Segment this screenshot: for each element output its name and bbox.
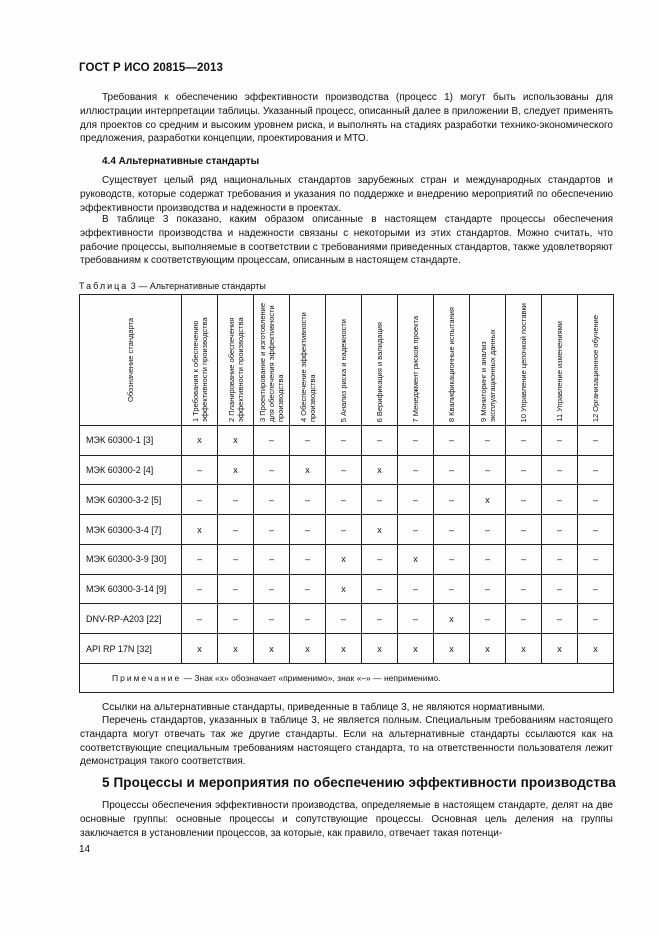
applicability-cell: – (254, 455, 290, 485)
applicability-cell: – (182, 485, 218, 515)
table-caption-title: 3 — Альтернативные стандарты (128, 281, 266, 291)
standard-name-cell: МЭК 60300-1 [3] (80, 426, 182, 456)
applicability-cell: – (182, 604, 218, 634)
table-note-label: Примечание (112, 672, 182, 683)
table-row (80, 455, 614, 485)
applicability-cell: – (182, 455, 218, 485)
applicability-cell: x (218, 634, 254, 664)
applicability-cell: – (254, 544, 290, 574)
applicability-cell: – (218, 604, 254, 634)
standard-name-cell: API RP 17N [32] (80, 634, 182, 664)
column-header-process-1: 1 Требования к обеспечению эффективности производства (182, 295, 218, 426)
applicability-cell: x (326, 574, 362, 604)
applicability-cell: – (290, 574, 326, 604)
applicability-cell: x (290, 634, 326, 664)
applicability-cell: – (362, 485, 398, 515)
applicability-cell: – (398, 574, 434, 604)
applicability-cell: x (326, 544, 362, 574)
applicability-cell: – (578, 574, 614, 604)
applicability-cell: – (398, 604, 434, 634)
table-row (80, 485, 614, 515)
applicability-cell: – (398, 515, 434, 545)
applicability-cell: – (578, 455, 614, 485)
paragraph-intro: Требования к обеспечению эффективности производства (процесс 1) могут быть использованы для иллюстрации интерпретации таблицы. Указанный процесс, описанный далее в приложении В, следует применять для проектов со средним и высоким уровнем риска, и выполнять на стадиях разработки технико-экономического предложения, разработки концепции, проектирования и МТО. (80, 92, 613, 145)
table-row (80, 426, 614, 456)
column-header-process-4: 4 Обеспечение эффективности производства (290, 295, 326, 426)
column-header-process-12: 12 Организационное обучение (578, 295, 614, 426)
applicability-cell: – (470, 515, 506, 545)
applicability-cell: x (326, 634, 362, 664)
table-row (80, 604, 614, 634)
applicability-cell: – (470, 455, 506, 485)
standard-name-cell: МЭК 60300-3-9 [30] (80, 544, 182, 574)
applicability-cell: – (470, 604, 506, 634)
applicability-cell: – (290, 604, 326, 634)
applicability-cell: – (578, 515, 614, 545)
applicability-cell: – (434, 485, 470, 515)
applicability-cell: – (326, 426, 362, 456)
applicability-cell: x (470, 634, 506, 664)
column-header-process-3: 3 Проектирование и изготовление для обеспечения эффективности производства (254, 295, 290, 426)
applicability-cell: x (470, 485, 506, 515)
applicability-cell: – (362, 574, 398, 604)
standard-name-cell: МЭК 60300-2 [4] (80, 455, 182, 485)
applicability-cell: – (506, 574, 542, 604)
applicability-cell: – (218, 515, 254, 545)
column-header-process-6: 6 Верификация и валидация (362, 295, 398, 426)
document-header: ГОСТ Р ИСО 20815—2013 (79, 62, 224, 74)
table-row (80, 544, 614, 574)
applicability-cell: – (290, 544, 326, 574)
applicability-cell: – (506, 485, 542, 515)
applicability-cell: – (506, 426, 542, 456)
column-header-process-7: 7 Менеджмент рисков проекта (398, 295, 434, 426)
applicability-cell: x (182, 515, 218, 545)
paragraph-table-explanation: В таблице 3 показано, каким образом описанные в настоящем стандарте процессы обеспечения эффективности производства и надежности связаны с некоторыми из этих стандартов. Можно считать, что рабочие процессы, выполняемые в соответствии с требованиями приведенных стандартов, также удовлетворяют требованиям к соответствующим процессам, описанным в настоящем стандарте. (80, 214, 613, 267)
standard-name-cell: МЭК 60300-3-2 [5] (80, 485, 182, 515)
applicability-cell: – (254, 426, 290, 456)
applicability-cell: – (182, 574, 218, 604)
applicability-cell: – (254, 574, 290, 604)
applicability-cell: – (542, 485, 578, 515)
applicability-cell: – (506, 604, 542, 634)
standards-table (79, 294, 614, 693)
table-note (80, 663, 614, 692)
column-header-process-10: 10 Управление цепочкой поставки (506, 295, 542, 426)
applicability-cell: x (254, 634, 290, 664)
applicability-cell: x (578, 634, 614, 664)
applicability-cell: – (434, 515, 470, 545)
table-row (80, 515, 614, 545)
standard-name-cell: МЭК 60300-3-4 [7] (80, 515, 182, 545)
applicability-cell: – (542, 604, 578, 634)
table-row (80, 634, 614, 664)
applicability-cell: x (398, 634, 434, 664)
applicability-cell: x (182, 634, 218, 664)
standard-name-cell: DNV-RP-A203 [22] (80, 604, 182, 634)
applicability-cell: x (218, 455, 254, 485)
applicability-cell: – (254, 485, 290, 515)
applicability-cell: – (254, 515, 290, 545)
applicability-cell: – (398, 455, 434, 485)
section-heading-4-4: 4.4 Альтернативные стандарты (102, 156, 260, 167)
paragraph-normative-note: Ссылки на альтернативные стандарты, приведенные в таблице 3, не являются нормативными. (102, 702, 546, 713)
column-header-process-5: 5 Анализ риска и надежности (326, 295, 362, 426)
applicability-cell: x (434, 604, 470, 634)
paragraph-process-groups: Процессы обеспечения эффективности производства, определяемые в настоящем стандарте, делят на две основные группы: основные процессы и сопутствующие процессы. Основная цель деления на группы заключается в установлении процессов, за которые, как правило, отвечает такая потенци- (80, 800, 613, 839)
page-number: 14 (79, 844, 91, 855)
applicability-cell: – (326, 455, 362, 485)
paragraph-alt-standards: Существует целый ряд национальных стандартов зарубежных стран и международных стандартов и руководств, которые содержат требования и указания по поддержке и внедрению мероприятий по обеспечению эффективности производства и надежности в проектах. (80, 175, 613, 214)
applicability-cell: – (326, 485, 362, 515)
applicability-cell: – (542, 426, 578, 456)
applicability-cell: – (362, 426, 398, 456)
standard-name-cell: МЭК 60300-3-14 [9] (80, 574, 182, 604)
column-header-standard: Обозначение стандарта (80, 295, 182, 426)
table-note-text: — Знак «x» обозначает «применимо», знак «–» — неприменимо. (181, 672, 441, 683)
applicability-cell: – (470, 426, 506, 456)
applicability-cell: x (362, 515, 398, 545)
applicability-cell: – (542, 574, 578, 604)
applicability-cell: x (542, 634, 578, 664)
applicability-cell: – (506, 455, 542, 485)
applicability-cell: x (182, 426, 218, 456)
applicability-cell: x (506, 634, 542, 664)
applicability-cell: – (326, 604, 362, 634)
applicability-cell: – (362, 604, 398, 634)
applicability-cell: – (578, 604, 614, 634)
table-caption (79, 281, 266, 291)
applicability-cell: – (398, 426, 434, 456)
column-header-process-11: 11 Управление изменениями (542, 295, 578, 426)
applicability-cell: – (182, 544, 218, 574)
applicability-cell: x (434, 634, 470, 664)
table-row (80, 574, 614, 604)
applicability-cell: – (434, 544, 470, 574)
applicability-cell: – (398, 485, 434, 515)
applicability-cell: – (506, 544, 542, 574)
applicability-cell: – (578, 485, 614, 515)
applicability-cell: – (290, 515, 326, 545)
applicability-cell: – (218, 485, 254, 515)
column-header-process-9: 9 Мониторинг и анализ эксплуатационных данных (470, 295, 506, 426)
table-note-row (80, 663, 614, 692)
table-header-row (80, 295, 614, 426)
paragraph-list-incomplete: Перечень стандартов, указанных в таблице 3, не является полным. Специальным требованиям настоящего стандарта могут отвечать так же другие стандарты. Если на альтернативные стандарты ссылаются как на соответствующие специальным требованиям настоящего стандарта, то на ответственности пользователя лежит демонстрация такого соответствия. (80, 715, 613, 768)
applicability-cell: – (434, 574, 470, 604)
applicability-cell: x (362, 455, 398, 485)
section-heading-5: 5 Процессы и мероприятия по обеспечению эффективности производства (102, 775, 616, 790)
applicability-cell: – (290, 485, 326, 515)
applicability-cell: – (218, 574, 254, 604)
applicability-cell: – (290, 426, 326, 456)
applicability-cell: – (326, 515, 362, 545)
applicability-cell: x (398, 544, 434, 574)
applicability-cell: – (434, 426, 470, 456)
column-header-process-2: 2 Планирование обеспечения эффективности производства (218, 295, 254, 426)
applicability-cell: – (578, 544, 614, 574)
applicability-cell: x (218, 426, 254, 456)
applicability-cell: – (362, 544, 398, 574)
applicability-cell: – (470, 544, 506, 574)
column-header-process-8: 8 Квалификационные испытания (434, 295, 470, 426)
table-caption-label: Таблица (79, 281, 129, 291)
applicability-cell: – (254, 604, 290, 634)
applicability-cell: – (542, 515, 578, 545)
applicability-cell: – (434, 455, 470, 485)
applicability-cell: – (218, 544, 254, 574)
applicability-cell: – (470, 574, 506, 604)
applicability-cell: – (578, 426, 614, 456)
applicability-cell: – (542, 455, 578, 485)
applicability-cell: x (362, 634, 398, 664)
applicability-cell: x (290, 455, 326, 485)
applicability-cell: – (542, 544, 578, 574)
applicability-cell: – (506, 515, 542, 545)
